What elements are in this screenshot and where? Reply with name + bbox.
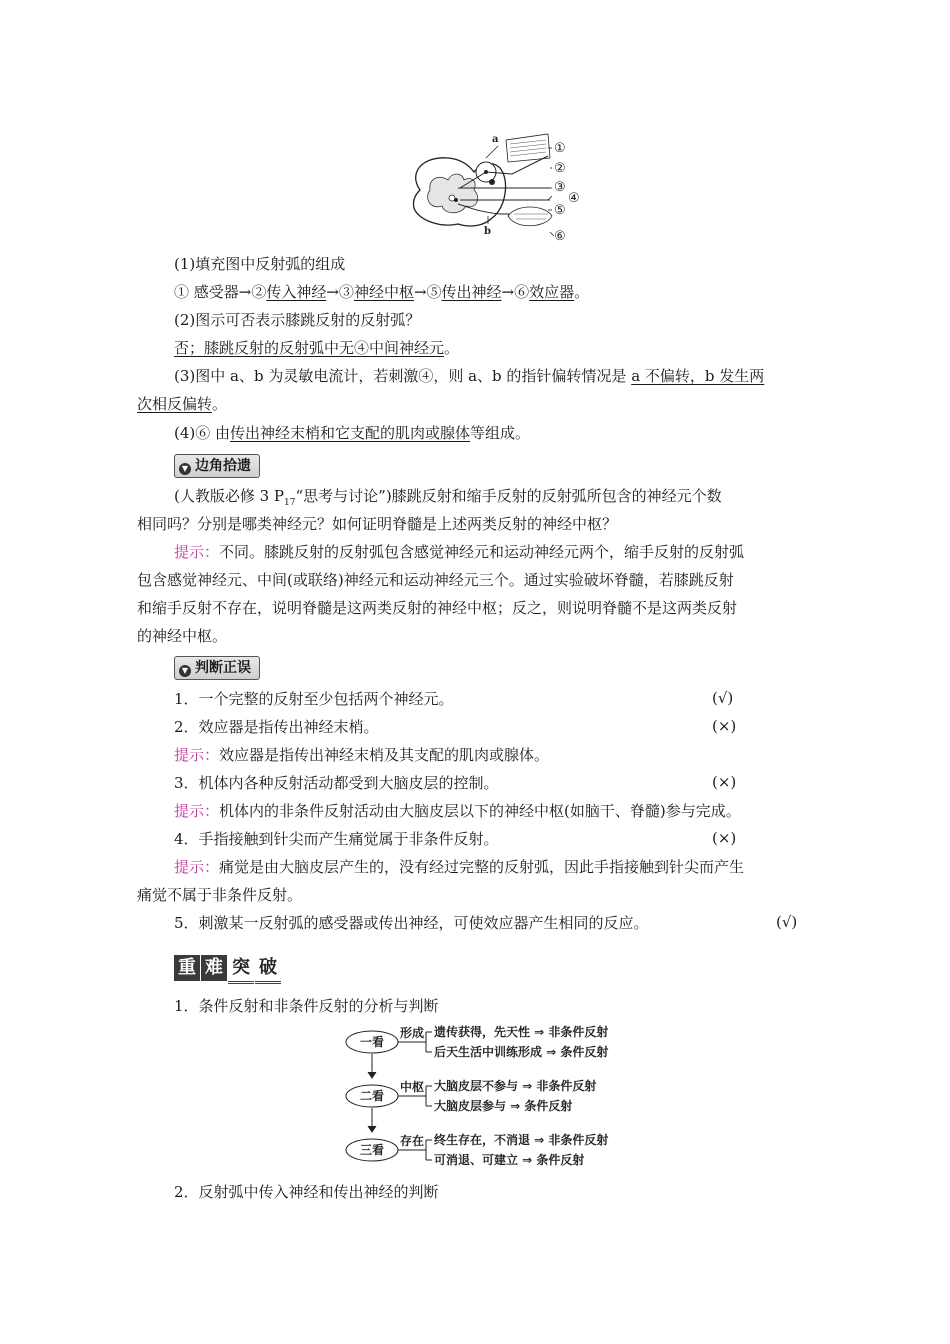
label-4: ④ — [568, 191, 580, 206]
judge-item-2: 2．效应器是指传出神经末梢。 — [174, 718, 379, 736]
svg-text:二看: 二看 — [360, 1089, 385, 1103]
extra-hint1: 提示：不同。膝跳反射的反射弧包含感觉神经元和运动神经元两个，缩手反射的反射弧 — [174, 543, 745, 561]
svg-text:一看: 一看 — [360, 1035, 385, 1049]
extra-hint2: 包含感觉神经元、中间(或联络)神经元和运动神经元三个。通过实验破坏脊髓，若膝跳反射 — [137, 571, 734, 589]
svg-text:可消退、可建立 ⇒ 条件反射: 可消退、可建立 ⇒ 条件反射 — [434, 1153, 585, 1167]
judge-item-5: 5．刺激某一反射弧的感受器或传出神经，可使效应器产生相同的反应。 — [174, 914, 649, 932]
flow-group-2 — [346, 1078, 596, 1113]
judge-hint-3: 提示：机体内的非条件反射活动由大脑皮层以下的神经中枢(如脑干、脊髓)参与完成。 — [174, 802, 741, 820]
q2-answer: 否；膝跳反射的反射弧中无④中间神经元。 — [174, 339, 460, 357]
flow-group-1 — [346, 1024, 608, 1059]
q2-question: (2)图示可否表示膝跳反射的反射弧？ — [174, 311, 421, 329]
judge-mark-5: (√) — [776, 913, 798, 931]
q3-line2: 次相反偏转。 — [137, 395, 228, 413]
label-b: b — [484, 226, 491, 237]
label-5: ⑤ — [554, 203, 566, 218]
label-2: ② — [554, 161, 566, 176]
judge-mark-2: (×) — [712, 717, 737, 735]
svg-text:遗传获得，先天性 ⇒ 非条件反射: 遗传获得，先天性 ⇒ 非条件反射 — [434, 1025, 609, 1039]
judge-item-4: 4．手指接触到针尖而产生痛觉属于非条件反射。 — [174, 830, 499, 848]
extra-line2: 相同吗？分别是哪类神经元？如何证明脊髓是上述两类反射的神经中枢？ — [137, 515, 618, 533]
svg-text:中枢: 中枢 — [400, 1080, 425, 1094]
label-1: ① — [554, 141, 566, 156]
q1-title: (1)填充图中反射弧的组成 — [174, 255, 346, 273]
point-1: 1．条件反射和非条件反射的分析与判断 — [174, 997, 439, 1015]
section-header: 重 难 突 破 — [174, 955, 282, 981]
svg-text:终生存在，不消退 ⇒ 非条件反射: 终生存在，不消退 ⇒ 非条件反射 — [434, 1133, 609, 1147]
svg-text:后天生活中训练形成 ⇒ 条件反射: 后天生活中训练形成 ⇒ 条件反射 — [434, 1045, 609, 1059]
judge-mark-1: (√) — [712, 689, 734, 707]
badge-extra: ▼ 边角拾遗 — [174, 454, 260, 478]
label-a: a — [492, 134, 499, 145]
judge-hint-4b: 痛觉不属于非条件反射。 — [137, 886, 303, 904]
label-3: ③ — [554, 180, 566, 195]
judge-mark-3: (×) — [712, 773, 737, 791]
judge-hint-2: 提示：效应器是指传出神经末梢及其支配的肌肉或腺体。 — [174, 746, 550, 764]
extra-hint3: 和缩手反射不存在，说明脊髓是这两类反射的神经中枢；反之，则说明脊髓不是这两类反射 — [137, 599, 738, 617]
svg-text:大脑皮层不参与 ⇒ 非条件反射: 大脑皮层不参与 ⇒ 非条件反射 — [434, 1079, 597, 1093]
effector — [508, 207, 552, 226]
q1-answer: ① 感受器→②传入神经→③神经中枢→⑤传出神经→⑥效应器。 — [174, 283, 590, 301]
point-2: 2．反射弧中传入神经和传出神经的判断 — [174, 1183, 439, 1201]
flow-diagram — [340, 1022, 660, 1172]
judge-mark-4: (×) — [712, 829, 737, 847]
down-triangle-icon: ▼ — [179, 463, 191, 475]
flow-group-3 — [346, 1132, 608, 1167]
q4: (4)⑥ 由传出神经末梢和它支配的肌肉或腺体等组成。 — [174, 424, 531, 442]
judge-item-1: 1．一个完整的反射至少包括两个神经元。 — [174, 690, 454, 708]
badge-judge: ▼ 判断正误 — [174, 656, 260, 680]
judge-item-3: 3．机体内各种反射活动都受到大脑皮层的控制。 — [174, 774, 499, 792]
q3-line1: (3)图中 a、b 为灵敏电流计，若刺激④，则 a、b 的指针偏转情况是 a 不偏转，b 发生两 — [174, 367, 765, 385]
label-6: ⑥ — [554, 229, 566, 244]
down-triangle-icon: ▼ — [179, 665, 191, 677]
svg-text:大脑皮层参与 ⇒ 条件反射: 大脑皮层参与 ⇒ 条件反射 — [434, 1099, 573, 1113]
judge-hint-4: 提示：痛觉是由大脑皮层产生的，没有经过完整的反射弧，因此手指接触到针尖而产生 — [174, 858, 745, 876]
extra-line1: (人教版必修 3 $P_{17}“$思考与讨论”)膝跳反射和缩手反射的反射弧所包含的神经元个数 — [174, 487, 722, 508]
svg-text:三看: 三看 — [360, 1143, 385, 1157]
gray-matter — [428, 174, 478, 213]
svg-text:形成: 形成 — [400, 1026, 425, 1040]
svg-text:存在: 存在 — [400, 1134, 425, 1148]
reflex-arc-figure — [400, 128, 580, 246]
extra-hint4: 的神经中枢。 — [137, 627, 228, 645]
